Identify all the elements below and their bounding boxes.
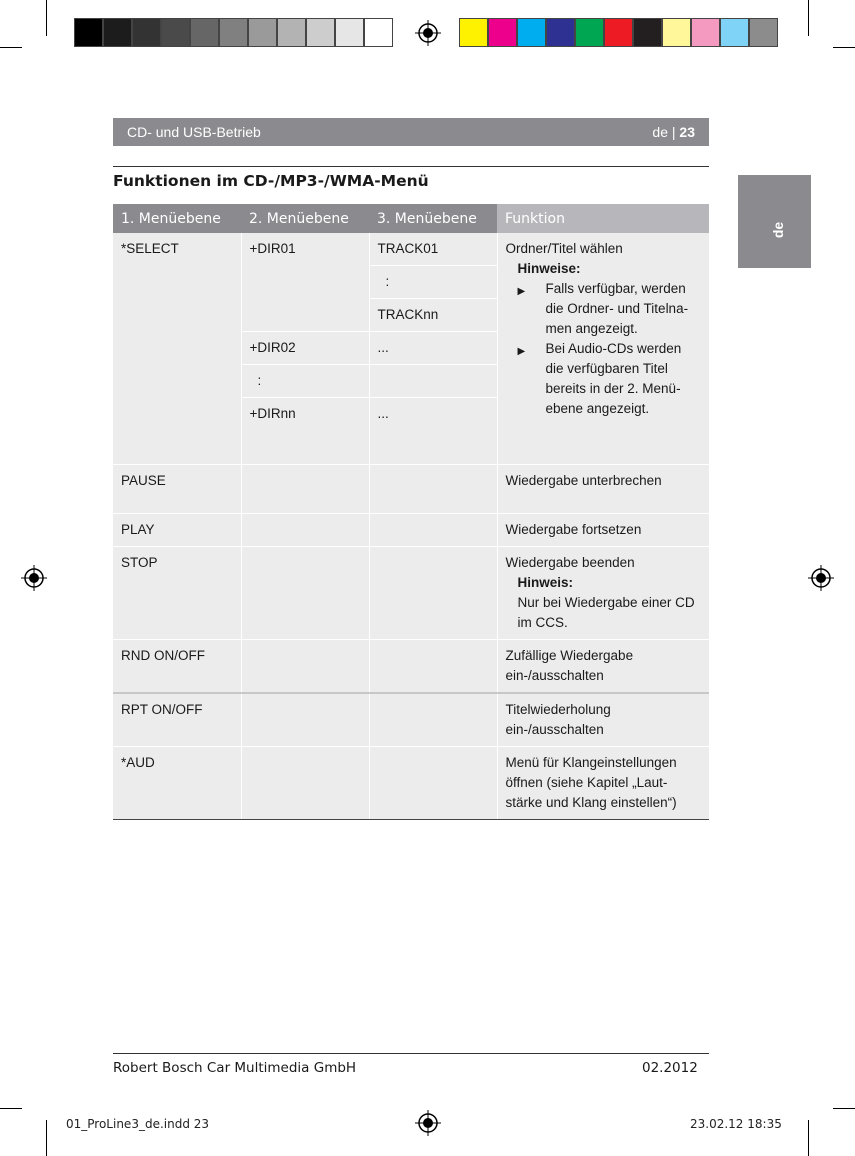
list-item: ▶ Bei Audio-CDs werden die verfügbaren Titel bereits in der 2. Menü-ebene angezeigt. xyxy=(506,339,702,419)
column-header: 2. Menüebene xyxy=(241,204,369,233)
hint-label: Hinweise: xyxy=(517,261,581,276)
crop-mark xyxy=(833,47,855,48)
column-header: Funktion xyxy=(497,204,709,233)
crop-mark xyxy=(0,47,22,48)
table-cell: ... xyxy=(369,398,497,465)
menu-function-table xyxy=(113,204,709,820)
function-cell: Zufällige Wiedergabe ein-/ausschalten xyxy=(497,640,709,694)
registration-mark-icon xyxy=(21,565,47,591)
function-text: Ordner/Titel wählen xyxy=(505,241,623,256)
slug-filename: 01_ProLine3_de.indd 23 xyxy=(66,1117,210,1131)
function-cell: Wiedergabe beenden Hinweis: Nur bei Wiedergabe einer CD im CCS. xyxy=(497,547,709,640)
table-row xyxy=(113,514,709,547)
footer-company: Robert Bosch Car Multimedia GmbH xyxy=(113,1060,357,1076)
table-cell: STOP xyxy=(113,547,241,640)
hint-label: Hinweis: xyxy=(517,575,574,590)
crop-mark xyxy=(808,0,809,36)
function-cell: Menü für Klangeinstellungen öffnen (siehe Kapitel „Laut-stärke und Klang einstellen“) xyxy=(497,747,709,820)
bullet-arrow-icon: ▶ xyxy=(517,346,526,357)
table-cell: ... xyxy=(369,332,497,365)
page-number: de | 23 xyxy=(652,124,695,140)
crop-mark xyxy=(808,1120,809,1156)
table-cell: +DIRnn xyxy=(241,398,369,465)
page-title: Funktionen im CD-/MP3-/WMA-Menü xyxy=(113,172,429,190)
table-cell: +DIR02 xyxy=(241,332,369,365)
footer-date: 02.2012 xyxy=(642,1060,698,1076)
table-cell: PLAY xyxy=(113,514,241,547)
crop-mark xyxy=(833,1108,855,1109)
divider xyxy=(113,166,709,167)
registration-mark-icon xyxy=(415,20,441,46)
hint-text: Nur bei Wiedergabe einer CD im CCS. xyxy=(517,595,695,630)
function-cell: Wiedergabe fortsetzen xyxy=(497,514,709,547)
running-header xyxy=(113,118,709,146)
table-cell: RPT ON/OFF xyxy=(113,693,241,747)
table-cell: TRACKnn xyxy=(369,299,497,332)
column-header: 3. Menüebene xyxy=(369,204,497,233)
list-item: ▶ Falls verfügbar, werden die Ordner- und Titelna-men angezeigt. xyxy=(506,279,702,339)
crop-mark xyxy=(46,1120,47,1156)
registration-mark-icon xyxy=(415,1110,441,1136)
table-cell: PAUSE xyxy=(113,465,241,514)
table-cell: : xyxy=(241,365,369,398)
table-cell: *SELECT xyxy=(113,233,241,465)
divider xyxy=(113,1053,709,1054)
table-cell: : xyxy=(369,266,497,299)
function-cell: Wiedergabe unterbrechen xyxy=(497,465,709,514)
table-cell: *AUD xyxy=(113,747,241,820)
registration-mark-icon xyxy=(808,565,834,591)
table-cell: TRACK01 xyxy=(369,233,497,266)
table-row xyxy=(113,747,709,820)
table-row xyxy=(113,465,709,514)
table-row xyxy=(113,547,709,640)
crop-mark xyxy=(0,1108,22,1109)
table-cell: RND ON/OFF xyxy=(113,640,241,694)
table-row xyxy=(113,693,709,747)
section-title: CD- und USB-Betrieb xyxy=(127,124,261,140)
column-header: 1. Menüebene xyxy=(113,204,241,233)
function-cell: Titelwiederholung ein-/ausschalten xyxy=(497,693,709,747)
table-row xyxy=(113,640,709,694)
bullet-arrow-icon: ▶ xyxy=(517,286,526,297)
language-tab-label: de xyxy=(770,221,787,239)
table-row xyxy=(113,233,709,266)
language-tab xyxy=(738,175,811,268)
table-cell: +DIR01 xyxy=(241,233,369,332)
slug-timestamp: 23.02.12 18:35 xyxy=(690,1117,782,1131)
function-cell xyxy=(497,233,709,465)
crop-mark xyxy=(46,0,47,36)
